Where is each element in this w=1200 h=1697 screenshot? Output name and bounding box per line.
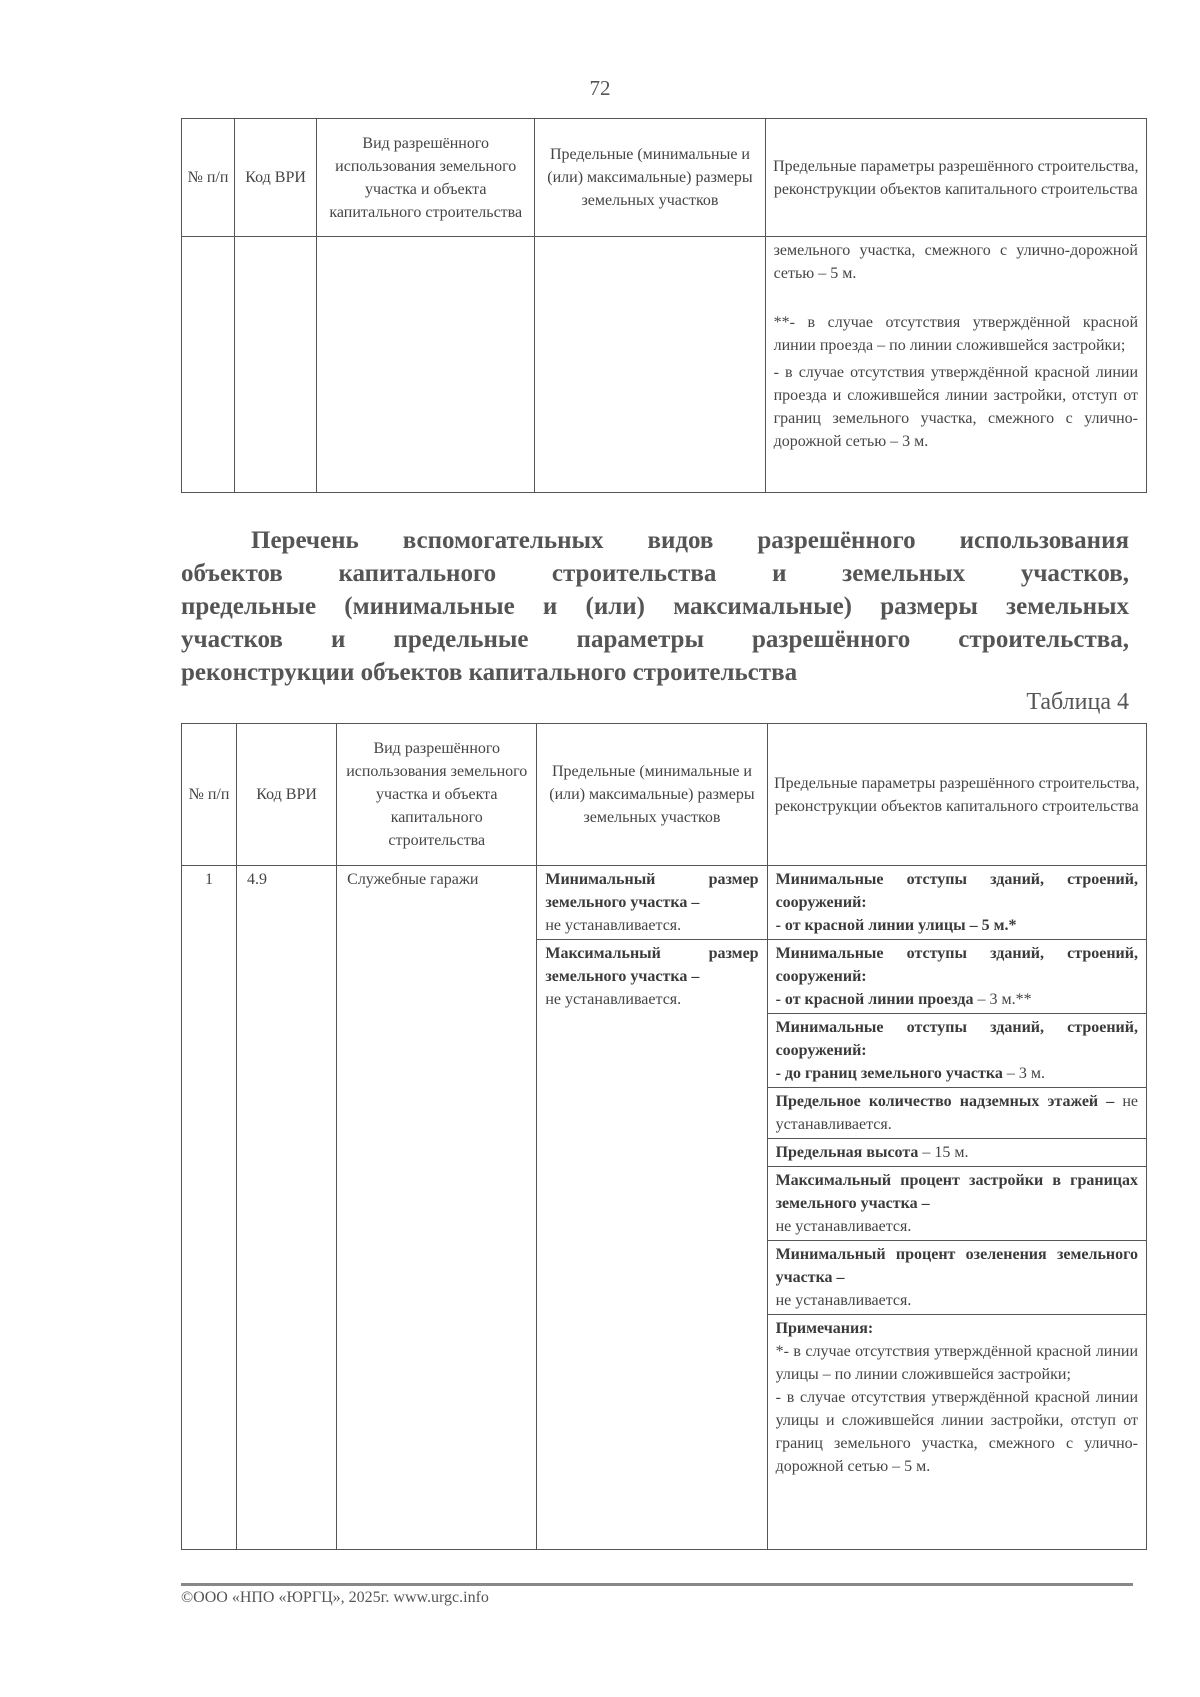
header-parameters: Предельные параметры разрешённого строительства, реконструкции объектов капитального строительства (765, 119, 1146, 237)
cell-number: 1 (182, 866, 237, 1550)
notes-title: Примечания: (775, 1320, 874, 1337)
continued-text-1: земельного участка, смежного с улично-дорожной сетью – 5 м. (773, 242, 1138, 282)
min-plot-size-label: Минимальный размер земельного участка – (545, 871, 759, 911)
table-4 (181, 723, 1147, 1550)
param-value-rest: – 15 м. (918, 1144, 969, 1161)
continued-text-3: - в случае отсутствия утверждённой красной линии проезда и сложившейся линии застройки, отступ от границ земельного участка, смежного с улично-дорожной сетью – 3 м. (773, 364, 1138, 450)
heading-line-4: участков и предельные параметры разрешённого строительства, (181, 626, 1129, 653)
section-heading (181, 524, 1129, 689)
param-label: Минимальные отступы зданий, строений, сооружений: (775, 1019, 1138, 1059)
table-header-row (182, 724, 1147, 866)
param-greening (768, 1241, 1146, 1315)
max-plot-size (537, 940, 766, 1013)
param-setback-boundary (768, 1014, 1146, 1088)
param-value: - от красной линии улицы – 5 м.* (775, 917, 1017, 934)
param-value-rest: не устанавливается. (775, 1218, 912, 1235)
cell-use-type (317, 237, 535, 493)
param-value-rest: не устанавливается. (775, 1292, 912, 1309)
header-plot-size: Предельные (минимальные и (или) максимальные) размеры земельных участков (535, 119, 765, 237)
header-number: № п/п (182, 119, 235, 237)
param-setback-street (768, 866, 1146, 940)
param-building-coverage (768, 1167, 1146, 1241)
cell-use-type: Служебные гаражи (337, 866, 537, 1550)
cell-plot-size (535, 237, 765, 493)
table-label: Таблица 4 (1026, 689, 1129, 715)
param-value: - до границ земельного участка (775, 1065, 1003, 1082)
param-label: Минимальные отступы зданий, строений, сооружений: (775, 945, 1138, 985)
param-label: Минимальный процент озеленения земельного участка – (775, 1246, 1138, 1286)
footer-copyright: ©ООО «НПО «ЮРГЦ», 2025г. www.urgc.info (181, 1589, 489, 1606)
cell-plot-size (537, 866, 767, 1550)
param-label: Минимальные отступы зданий, строений, сооружений: (775, 871, 1138, 911)
param-value-rest: – 3 м.** (973, 991, 1032, 1008)
param-value-rest: не устанавливается. (775, 1093, 1138, 1133)
table-header-row (182, 119, 1147, 237)
param-label: Предельная высота (775, 1144, 919, 1161)
note-1: *- в случае отсутствия утверждённой красной линии улицы – по линии сложившейся застройки; (775, 1343, 1138, 1383)
continued-table (181, 118, 1147, 493)
heading-line-3: предельные (минимальные и (или) максимальные) размеры земельных (181, 593, 1129, 620)
min-plot-size-value: не устанавливается. (545, 917, 682, 934)
param-label: Предельное количество надземных этажей – (775, 1093, 1115, 1110)
page-number: 72 (589, 76, 611, 100)
cell-code (235, 237, 317, 493)
param-value-rest: – 3 м. (1002, 1065, 1045, 1082)
heading-line-1: Перечень вспомогательных видов разрешённого использования (251, 527, 1129, 554)
heading-line-5: реконструкции объектов капитального строительства (181, 659, 798, 686)
header-use-type: Вид разрешённого использования земельного участка и объекта капитального строительства (337, 724, 537, 866)
header-plot-size: Предельные (минимальные и (или) максимальные) размеры земельных участков (537, 724, 767, 866)
header-number: № п/п (182, 724, 237, 866)
table-row (182, 866, 1147, 1550)
min-plot-size (537, 866, 766, 940)
table-row (182, 237, 1147, 493)
header-parameters: Предельные параметры разрешённого строительства, реконструкции объектов капитального строительства (767, 724, 1146, 866)
note-2: - в случае отсутствия утверждённой красной линии улицы и сложившейся линии застройки, отступ от границ земельного участка, смежного с улично-дорожной сетью – 5 м. (775, 1389, 1138, 1475)
footer-divider (181, 1583, 1133, 1586)
header-code: Код ВРИ (235, 119, 317, 237)
notes (768, 1315, 1146, 1480)
continued-text-2: **- в случае отсутствия утверждённой красной линии проезда – по линии сложившейся застройки; (773, 314, 1138, 354)
cell-parameters (765, 237, 1146, 493)
max-plot-size-value: не устанавливается. (545, 991, 682, 1008)
cell-code: 4.9 (237, 866, 337, 1550)
header-use-type: Вид разрешённого использования земельного участка и объекта капитального строительства (317, 119, 535, 237)
param-label: Максимальный процент застройки в границах земельного участка – (775, 1172, 1138, 1212)
param-setback-driveway (768, 940, 1146, 1014)
cell-number (182, 237, 235, 493)
max-plot-size-label: Максимальный размер земельного участка – (545, 945, 759, 985)
header-code: Код ВРИ (237, 724, 337, 866)
cell-parameters (767, 866, 1146, 1550)
param-value: - от красной линии проезда (775, 991, 974, 1008)
param-floors (768, 1088, 1146, 1139)
heading-line-2: объектов капитального строительства и земельных участков, (181, 560, 1129, 587)
param-height (768, 1139, 1146, 1167)
